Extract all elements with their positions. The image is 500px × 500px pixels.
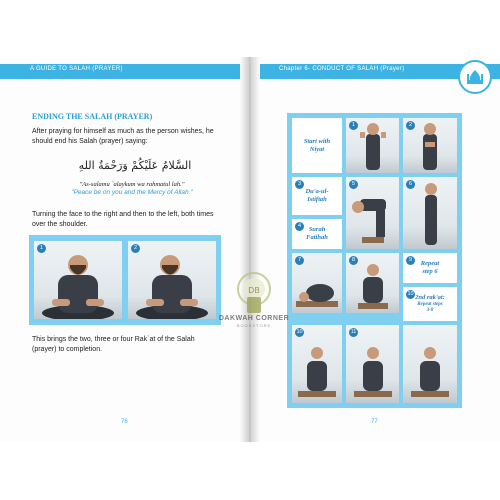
step-number-badge: 11	[350, 329, 357, 335]
seated-figure-image	[403, 325, 457, 403]
label-text: Niyat	[309, 145, 325, 153]
closing-line: (prayer) to completion.	[32, 346, 103, 353]
seated-figure-image	[128, 241, 216, 319]
label-text: step 6	[422, 268, 438, 275]
step-number-badge: 2	[406, 121, 415, 130]
photo-step-bowing	[346, 177, 399, 249]
step-number-badge: 1	[37, 244, 46, 253]
paragraph-line: After praying for himself as much as the person wishes, he	[32, 128, 214, 135]
label-start-niyat	[292, 118, 342, 173]
transliteration: "As-salamu `alaykum wa rahmatul lah."	[79, 181, 185, 188]
label-text: Surah	[308, 226, 326, 233]
arabic-salutation: السَّلامُ عَلَيْكُمْ وَرَحْمَةُ اللهِ	[78, 159, 192, 172]
photo-step-salam-left	[403, 325, 457, 403]
left-header-band	[0, 64, 247, 79]
photo-turn-left	[128, 241, 216, 319]
photo-step-standing	[403, 177, 457, 249]
photo-step-salam-right	[346, 325, 399, 403]
step-number-badge: 5	[349, 180, 358, 189]
paragraph-line: over the shoulder.	[32, 221, 88, 228]
label-text: 2nd rak'at:	[415, 294, 445, 301]
section-title: ENDING THE SALAH (PRAYER)	[32, 112, 153, 121]
photo-step-1	[346, 118, 399, 173]
page-number-left: 76	[121, 419, 128, 425]
right-page	[253, 57, 500, 442]
paragraph-line: should end his Salah (prayer) saying:	[32, 138, 148, 145]
step-number-badge: 6	[406, 180, 415, 189]
step-number-badge: 1	[349, 121, 358, 130]
step-number-badge: 3	[295, 180, 304, 189]
translation: "Peace be on you and the Mercy of Allah."	[71, 189, 193, 196]
label-text: Fatihah	[306, 234, 328, 241]
photo-step-sitting	[346, 253, 399, 313]
closing-line: This brings the two, three or four Rak`at of the Salah	[32, 336, 195, 343]
step-number-badge: 7	[295, 256, 304, 265]
photo-turn-right	[34, 241, 122, 319]
step-number-badge: 10	[407, 291, 414, 297]
step-number-badge: 2	[131, 244, 140, 253]
photo-panel-left	[29, 235, 221, 325]
watermark-sub: BOOKSTORE	[236, 323, 272, 328]
left-header-text: A GUIDE TO SALAH (PRAYER)	[30, 66, 123, 72]
step-number-badge: 8	[349, 256, 358, 265]
seated-figure-image	[34, 241, 122, 319]
left-page	[0, 57, 247, 442]
svg-text:DB: DB	[248, 286, 260, 295]
bookstore-logo-icon	[214, 267, 294, 317]
right-header-text: Chapter 6- CONDUCT OF SALAH (Prayer)	[279, 66, 405, 72]
steps-panel	[287, 113, 462, 408]
step-number-badge: 4	[295, 222, 304, 231]
mosque-emblem-icon	[458, 60, 492, 94]
photo-step-prostration	[292, 253, 342, 313]
photo-step-2	[403, 118, 457, 173]
step-number-badge: 9	[406, 256, 415, 265]
step-number-badge: 10	[296, 329, 303, 335]
label-text: Start with	[303, 137, 331, 145]
book-spread	[0, 57, 500, 442]
label-text: Repeat steps	[417, 302, 443, 307]
label-text: Du'a-ul-	[305, 188, 329, 195]
page-number-right: 77	[371, 419, 378, 425]
photo-step-tashahhud	[292, 325, 342, 403]
label-text: 3-8	[426, 308, 434, 313]
watermark-name: DAKWAH CORNER	[218, 315, 290, 322]
label-text: Repeat	[420, 260, 440, 267]
book-gutter	[240, 57, 260, 442]
label-text: Istiftah	[307, 196, 327, 203]
paragraph-line: Turning the face to the right and then to the left, both times	[32, 211, 214, 218]
bookstore-watermark	[214, 267, 294, 337]
right-header-band	[253, 64, 500, 79]
